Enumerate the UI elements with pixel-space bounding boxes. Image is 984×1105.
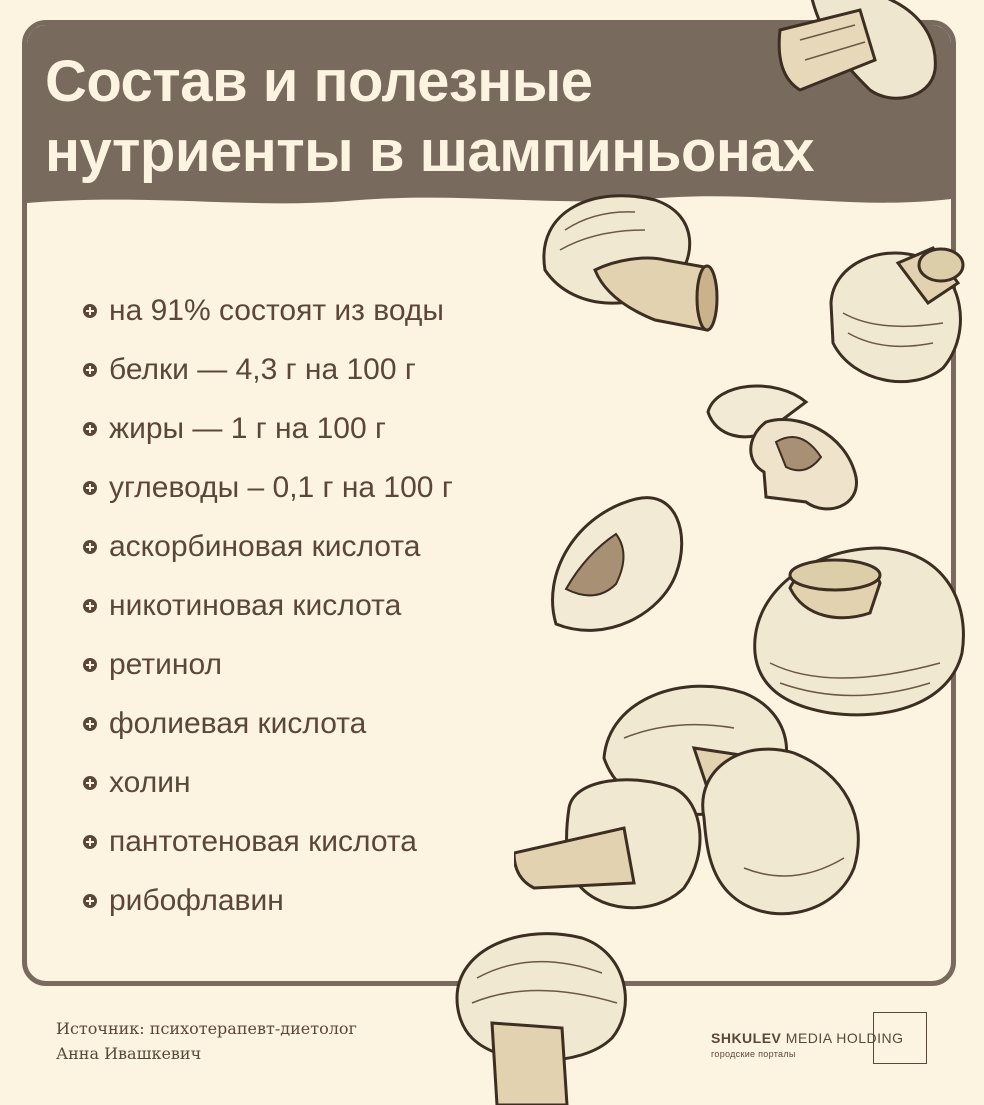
mushroom-illustration (706, 382, 861, 520)
mushroom-illustration (823, 243, 968, 388)
list-item (83, 399, 453, 458)
nutrient-text: холин (109, 765, 191, 799)
nutrient-text: белки — 4,3 г на 100 г (109, 352, 416, 386)
mushroom-illustration (514, 678, 869, 923)
logo-tagline: городские порталы (711, 1049, 796, 1059)
plus-bullet-icon (83, 835, 97, 849)
logo-brand-rest: MEDIA HOLDING (781, 1030, 904, 1046)
list-item (83, 694, 453, 753)
plus-bullet-icon (83, 422, 97, 436)
mushroom-illustration (546, 494, 691, 644)
plus-bullet-icon (83, 894, 97, 908)
plus-bullet-icon (83, 481, 97, 495)
plus-bullet-icon (83, 540, 97, 554)
list-item (83, 458, 453, 517)
list-item (83, 281, 453, 340)
list-item (83, 635, 453, 694)
nutrient-text: пантотеновая кислота (109, 824, 417, 858)
nutrient-text: никотиновая кислота (109, 588, 402, 622)
plus-bullet-icon (83, 363, 97, 377)
nutrient-text: углеводы – 0,1 г на 100 г (109, 470, 453, 504)
list-item (83, 871, 453, 930)
plus-bullet-icon (83, 658, 97, 672)
mushroom-illustration (452, 928, 637, 1105)
title-line-1: Состав и полезные (45, 49, 593, 114)
plus-bullet-icon (83, 717, 97, 731)
list-item (83, 753, 453, 812)
mushroom-illustration (770, 0, 940, 108)
list-item (83, 517, 453, 576)
nutrient-text: аскорбиновая кислота (109, 529, 421, 563)
mushroom-illustration (535, 190, 720, 345)
source-line-1: Источник: психотерапевт-диетолог (56, 1019, 357, 1038)
plus-bullet-icon (83, 599, 97, 613)
list-item (83, 576, 453, 635)
nutrient-text: рибофлавин (109, 883, 284, 917)
logo-brand-bold: SHKULEV (711, 1030, 782, 1046)
page-title (45, 47, 814, 187)
plus-bullet-icon (83, 304, 97, 318)
brand-logo (711, 1012, 931, 1068)
title-line-2: нутриенты в шампиньонах (45, 119, 814, 184)
logo-brand-name (711, 1030, 904, 1046)
nutrient-list (83, 281, 453, 930)
nutrient-text: ретинол (109, 647, 222, 681)
source-credit (56, 1016, 357, 1066)
source-line-2: Анна Ивашкевич (56, 1044, 202, 1063)
nutrient-text: фолиевая кислота (109, 706, 367, 740)
nutrient-text: на 91% состоят из воды (109, 293, 444, 327)
nutrient-text: жиры — 1 г на 100 г (109, 411, 386, 445)
plus-bullet-icon (83, 776, 97, 790)
header-wave (27, 185, 951, 215)
list-item (83, 340, 453, 399)
list-item (83, 812, 453, 871)
